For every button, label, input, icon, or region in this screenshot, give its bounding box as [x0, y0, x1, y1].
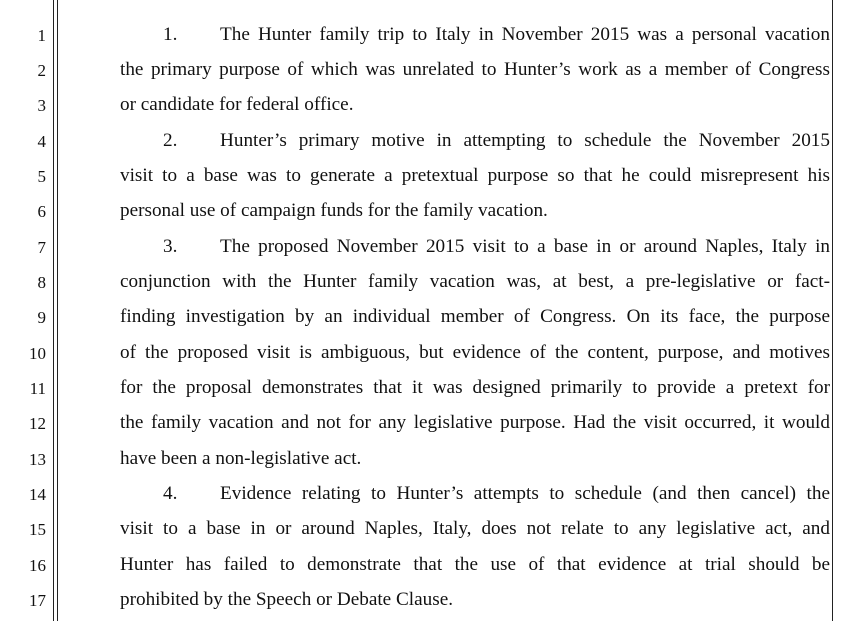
paragraph-number: 4.	[163, 483, 178, 504]
line-number: 6	[37, 202, 46, 221]
paragraph-4-line-4: prohibited by the Speech or Debate Clause.	[120, 589, 454, 610]
left-margin-rule-inner	[57, 0, 58, 621]
paragraph-3-line-5: for the proposal demonstrates that it was designed primarily to provide a pretext for	[120, 377, 830, 398]
paragraph-3-line-2: conjunction with the Hunter family vacation was, at best, a pre-legislative or fact-	[120, 271, 830, 292]
line-number: 12	[29, 414, 46, 433]
left-margin-rule	[53, 0, 54, 621]
line-number: 1	[37, 26, 46, 45]
line-number: 2	[37, 61, 46, 80]
paragraph-2-line-1: 2. Hunter’s primary motive in attempting to schedule the November 2015	[163, 130, 830, 151]
paragraph-number: 2.	[163, 130, 178, 151]
paragraph-4-line-3: Hunter has failed to demonstrate that the use of that evidence at trial should be	[120, 554, 830, 575]
line-number: 17	[29, 591, 46, 610]
paragraph-4-line-1: 4. Evidence relating to Hunter’s attempts to schedule (and then cancel) the	[163, 483, 830, 504]
line-number: 4	[37, 132, 46, 151]
line-number: 3	[37, 96, 46, 115]
paragraph-2-line-2: visit to a base was to generate a pretextual purpose so that he could misrepresent his	[120, 165, 830, 186]
line-number: 8	[37, 273, 46, 292]
line-number: 11	[29, 379, 46, 398]
paragraph-3-line-7: have been a non-legislative act.	[120, 448, 362, 469]
line-number: 10	[29, 344, 46, 363]
line-number: 13	[29, 450, 46, 469]
right-margin-rule	[832, 0, 833, 621]
paragraph-number: 3.	[163, 236, 178, 257]
line-number: 7	[37, 238, 46, 257]
paragraph-3-line-3: finding investigation by an individual member of Congress. On its face, the purpose	[120, 306, 830, 327]
paragraph-1-line-2: the primary purpose of which was unrelated to Hunter’s work as a member of Congress	[120, 59, 830, 80]
line-number: 5	[37, 167, 46, 186]
paragraph-number: 1.	[163, 24, 178, 45]
line-number: 15	[29, 520, 46, 539]
paragraph-1-line-1: 1. The Hunter family trip to Italy in November 2015 was a personal vacation	[163, 24, 830, 45]
paragraph-2-line-3: personal use of campaign funds for the family vacation.	[120, 200, 548, 221]
line-number: 16	[29, 556, 46, 575]
line-number: 14	[29, 485, 46, 504]
line-number: 9	[37, 308, 46, 327]
paragraph-3-line-1: 3. The proposed November 2015 visit to a base in or around Naples, Italy in	[163, 236, 830, 257]
paragraph-1-line-3: or candidate for federal office.	[120, 94, 354, 115]
paragraph-3-line-6: the family vacation and not for any legislative purpose. Had the visit occurred, it would	[120, 412, 830, 433]
paragraph-3-line-4: of the proposed visit is ambiguous, but evidence of the content, purpose, and motives	[120, 342, 830, 363]
paragraph-4-line-2: visit to a base in or around Naples, Italy, does not relate to any legislative act, and	[120, 518, 830, 539]
